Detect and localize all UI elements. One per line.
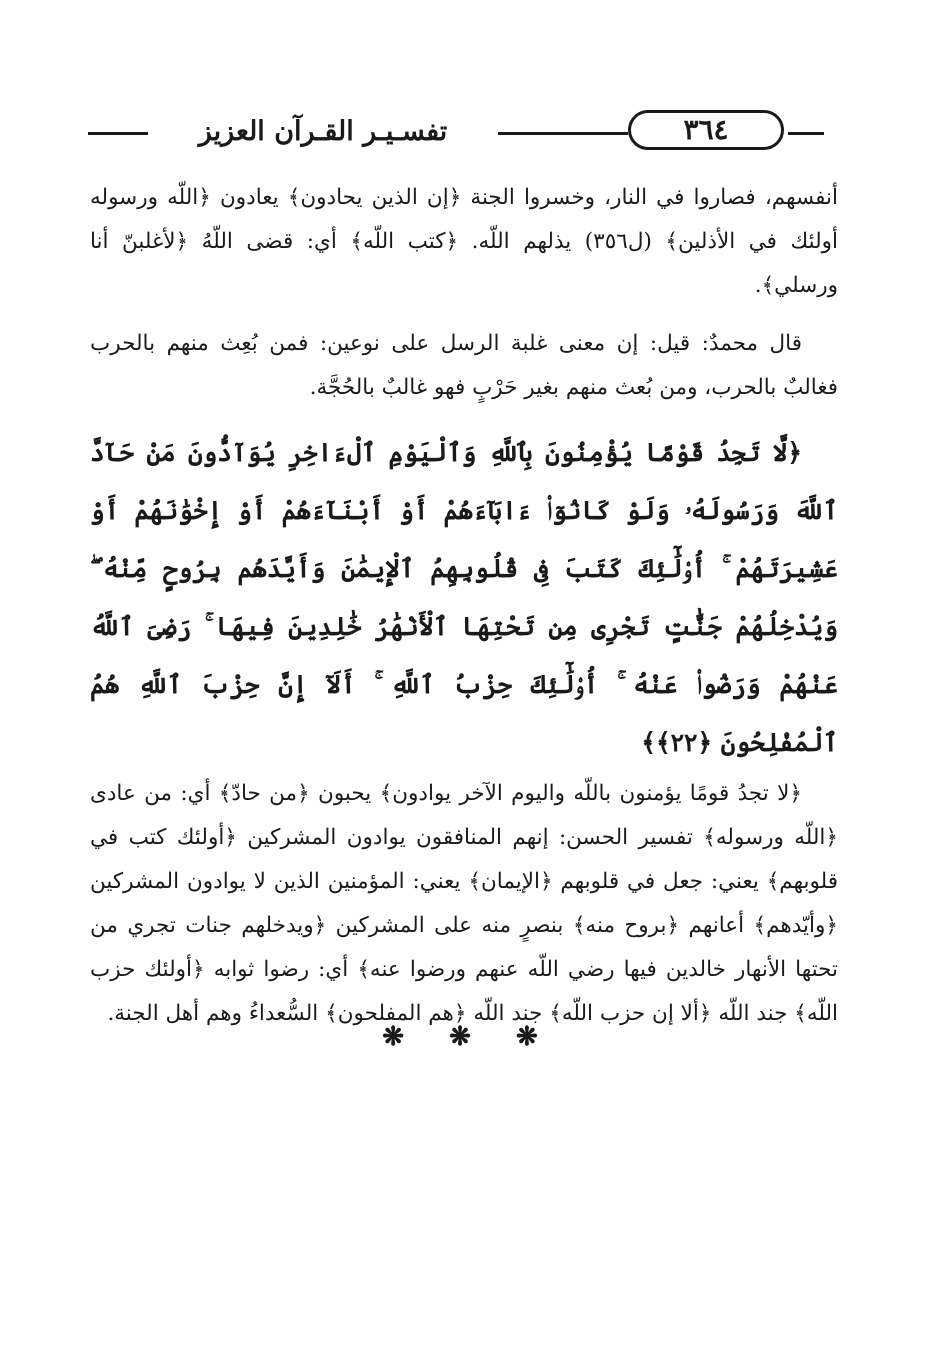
header-rule-left (88, 132, 148, 135)
section-separator: ❋ ❋ ❋ (382, 1022, 556, 1052)
paragraph-tafsir: ﴿لا تجدُ قومًا يؤمنون باللّه واليوم الآخر يوادون﴾ يحبون ﴿من حادّ﴾ أي: من عادى ﴿اللّه ورسوله﴾ تفسير الحسن: إنهم المنافقون يوادون المشركين ﴿أولئك كتب في قلوبهم﴾ يعني: جعل في قلوبهم ﴿الإيمان﴾ يعني: المؤمنين الذين لا يوادون المشركين ﴿وأيّدهم﴾ أعانهم ﴿بروح منه﴾ بنصرٍ منه على المشركين ﴿ويدخلهم جنات تجري من تحتها الأنهار خالدين فيها رضي اللّه عنهم ورضوا عنه﴾ أي: رضوا ثوابه ﴿أولئك حزب اللّه﴾ جند اللّه ﴿ألا إن حزب اللّه﴾ جند اللّه ﴿هم المفلحون﴾ السُّعداءُ وهم أهل الجنة. (90, 781, 838, 1026)
book-title: تفسـيـر القـرآن العزيز (198, 116, 448, 147)
page-body (90, 176, 838, 1036)
quran-verse: ﴿لَّا تَجِدُ قَوْمًا يُؤْمِنُونَ بِٱللَّهِ وَٱلْيَوْمِ ٱلْءَاخِرِ يُوَآدُّونَ مَنْ حَآدَّ ٱللَّهَ وَرَسُولَهُۥ وَلَوْ كَانُوٓا۟ ءَابَآءَهُمْ أَوْ أَبْنَآءَهُمْ أَوْ إِخْوَٰنَهُمْ أَوْ عَشِيرَتَهُمْ ۚ أُو۟لَٰٓئِكَ كَتَبَ فِى قُلُوبِهِمُ ٱلْإِيمَٰنَ وَأَيَّدَهُم بِرُوحٍ مِّنْهُ ۖ وَيُدْخِلُهُمْ جَنَّٰتٍ تَجْرِى مِن تَحْتِهَا ٱلْأَنْهَٰرُ خَٰلِدِينَ فِيهَا ۚ رَضِىَ ٱللَّهُ عَنْهُمْ وَرَضُوا۟ عَنْهُ ۚ أُو۟لَٰٓئِكَ حِزْبُ ٱللَّهِ ۚ أَلَآ إِنَّ حِزْبَ ٱللَّهِ هُمُ ٱلْمُفْلِحُونَ ﴿٢٢﴾﴾ (90, 438, 838, 757)
paragraph-intro: أنفسهم، فصاروا في النار، وخسروا الجنة ﴿إن الذين يحادون﴾ يعادون ﴿اللّه ورسوله أولئك في الأذلين﴾ (ل٣٥٦) يذلهم اللّه. ﴿كتب اللّه﴾ أي: قضى اللّهُ ﴿لأغلبنّ أنا ورسلي﴾. (90, 185, 838, 298)
header-rule-right (788, 132, 824, 135)
header-rule-middle (498, 132, 628, 135)
page-header (88, 108, 840, 158)
paragraph-commentary-muhammad: قال محمدٌ: قيل: إن معنى غلبة الرسل على نوعين: فمن بُعِث منهم بالحرب فغالبٌ بالحرب، ومن بُعث منهم بغير حَرْبٍ فهو غالبٌ بالحُجَّة. (90, 331, 838, 400)
page-number: ٣٦٤ (628, 110, 784, 150)
